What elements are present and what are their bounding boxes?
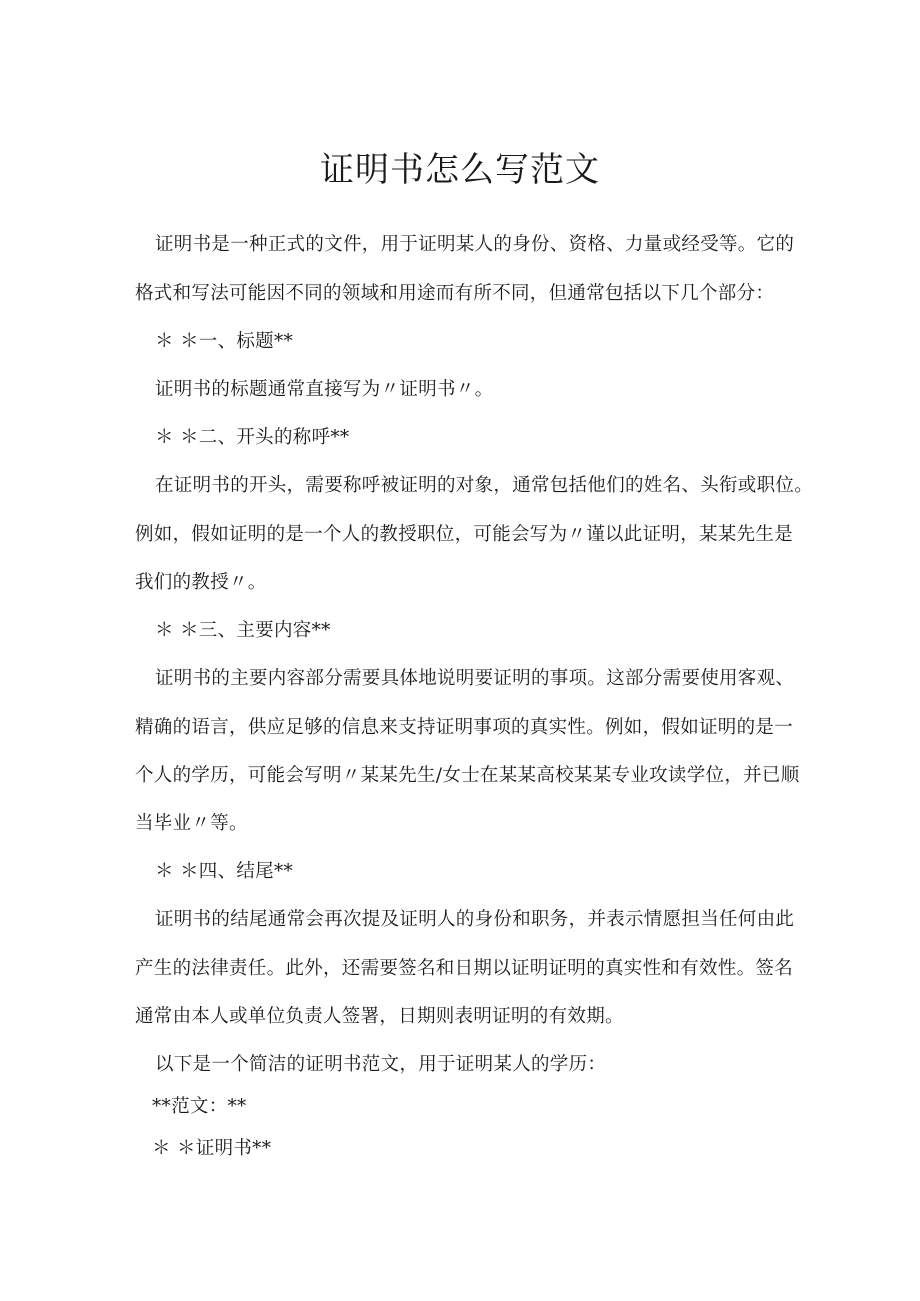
paragraph-sample-intro: 以下是一个简洁的证明书范文，用于证明某人的学历： [155,1054,607,1075]
section-heading-title: ＊ ＊一、标题** [155,331,294,352]
paragraph-opening-line-3: 我们的教授〃。 [135,572,267,593]
sample-certificate-heading: ＊ ＊证明书** [152,1138,272,1159]
paragraph-intro-line-1: 证明书是一种正式的文件，用于证明某人的身份、资格、力量或经受等。它的 [155,234,795,255]
document-title: 证明书怎么写范文 [320,150,600,190]
paragraph-ending-line-2: 产生的法律责任。此外，还需要签名和日期以证明证明的真实性和有效性。签名 [135,958,794,979]
section-heading-opening: ＊ ＊二、开头的称呼** [155,427,350,448]
paragraph-intro-line-2: 格式和写法可能因不同的领域和用途而有所不同，但通常包括以下几个部分： [135,283,775,304]
paragraph-main-line-4: 当毕业〃等。 [135,813,248,834]
paragraph-title-line-1: 证明书的标题通常直接写为〃证明书〃。 [155,379,494,400]
paragraph-main-line-2: 精确的语言，供应足够的信息来支持证明事项的真实性。例如，假如证明的是一 [135,717,794,738]
section-heading-main-content: ＊ ＊三、主要内容** [155,620,331,641]
sample-label: **范文：** [152,1096,247,1117]
paragraph-opening-line-1: 在证明书的开头，需要称呼被证明的对象，通常包括他们的姓名、头衔或职位。 [155,475,814,496]
section-heading-ending: ＊ ＊四、结尾** [155,861,294,882]
paragraph-opening-line-2: 例如，假如证明的是一个人的教授职位，可能会写为〃谨以此证明，某某先生是 [135,524,794,545]
paragraph-main-line-1: 证明书的主要内容部分需要具体地说明要证明的事项。这部分需要使用客观、 [155,668,795,689]
paragraph-main-line-3: 个人的学历，可能会写明〃某某先生/女士在某某高校某某专业攻读学位，并已顺 [135,765,800,786]
paragraph-ending-line-1: 证明书的结尾通常会再次提及证明人的身份和职务，并表示情愿担当任何由此 [155,909,795,930]
paragraph-ending-line-3: 通常由本人或单位负责人签署，日期则表明证明的有效期。 [135,1006,624,1027]
